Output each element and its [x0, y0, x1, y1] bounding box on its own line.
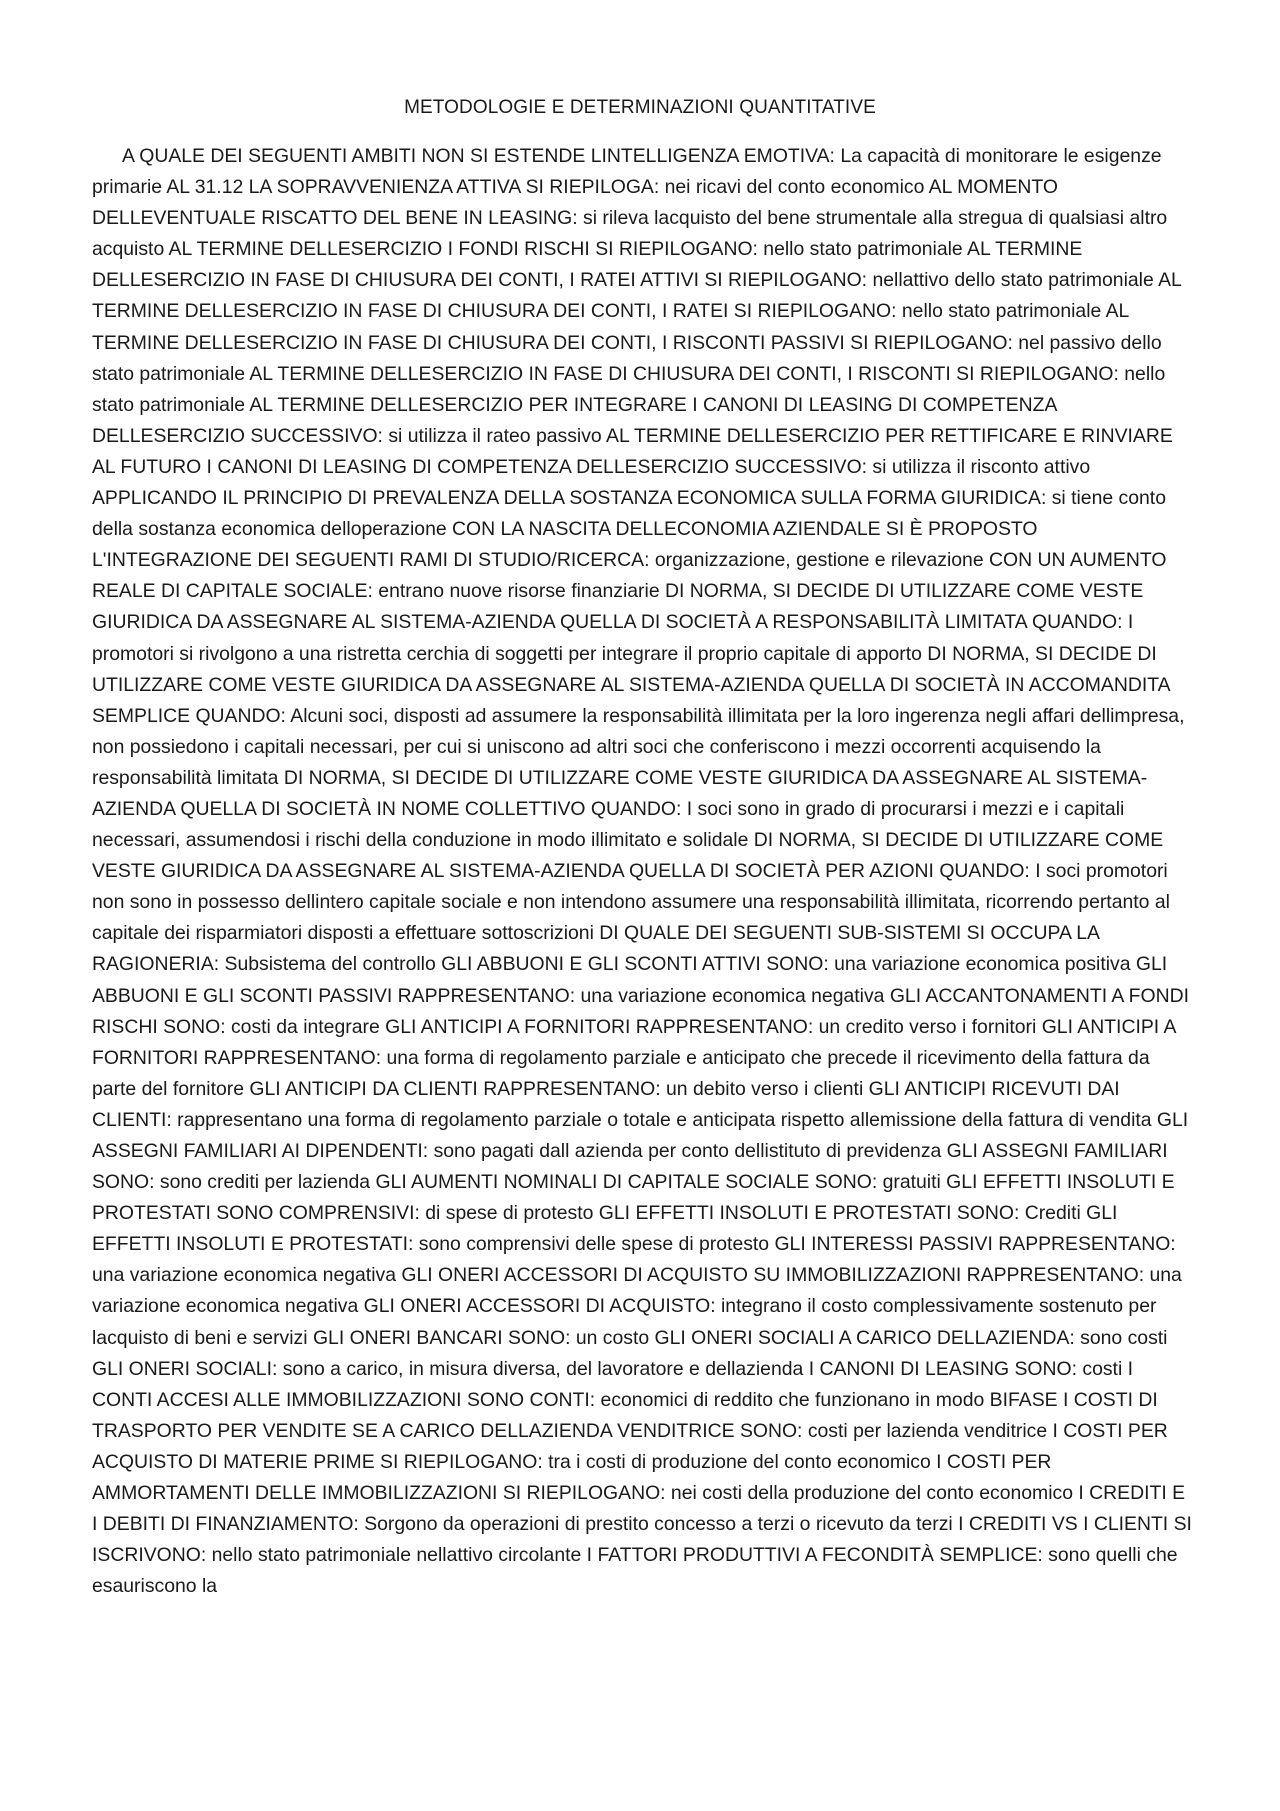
body-paragraph: A QUALE DEI SEGUENTI AMBITI NON SI ESTENDE LINTELLIGENZA EMOTIVA: La capacità di monitorare le esigenze primarie AL 31.12 LA SOPRAVVENIENZA ATTIVA SI RIEPILOGA: nei ricavi del conto economico AL MOMENTO DELLEVENTUALE RISCATTO DEL BENE IN LEASING: si rileva lacquisto del bene strumentale alla stregua di qualsiasi altro acquisto AL TERMINE DELLESERCIZIO I FONDI RISCHI SI RIEPILOGANO: nello stato patrimoniale AL TERMINE DELLESERCIZIO IN FASE DI CHIUSURA DEI CONTI, I RATEI ATTIVI SI RIEPILOGANO: nellattivo dello stato patrimoniale AL TERMINE DELLESERCIZIO IN FASE DI CHIUSURA DEI CONTI, I RATEI SI RIEPILOGANO: nello stato patrimoniale AL TERMINE DELLESERCIZIO IN FASE DI CHIUSURA DEI CONTI, I RISCONTI PASSIVI SI RIEPILOGANO: nel passivo dello stato patrimoniale AL TERMINE DELLESERCIZIO IN FASE DI CHIUSURA DEI CONTI, I RISCONTI SI RIEPILOGANO: nello stato patrimoniale AL TERMINE DELLESERCIZIO PER INTEGRARE I CANONI DI LEASING DI COMPETENZA DELLESERCIZIO SUCCESSIVO: si utilizza il rateo passivo AL TERMINE DELLESERCIZIO PER RETTIFICARE E RINVIARE AL FUTURO I CANONI DI LEASING DI COMPETENZA DELLESERCIZIO SUCCESSIVO: si utilizza il risconto attivo APPLICANDO IL PRINCIPIO DI PREVALENZA DELLA SOSTANZA ECONOMICA SULLA FORMA GIURIDICA: si tiene conto della sostanza economica delloperazione CON LA NASCITA DELLECONOMIA AZIENDALE SI È PROPOSTO L'INTEGRAZIONE DEI SEGUENTI RAMI DI STUDIO/RICERCA: organizzazione, gestione e rilevazione CON UN AUMENTO REALE DI CAPITALE SOCIALE: entrano nuove risorse finanziarie DI NORMA, SI DECIDE DI UTILIZZARE COME VESTE GIURIDICA DA ASSEGNARE AL SISTEMA-AZIENDA QUELLA DI SOCIETÀ A RESPONSABILITÀ LIMITATA QUANDO: I promotori si rivolgono a una ristretta cerchia di soggetti per integrare il proprio capitale di apporto DI NORMA, SI DECIDE DI UTILIZZARE COME VESTE GIURIDICA DA ASSEGNARE AL SISTEMA-AZIENDA QUELLA DI SOCIETÀ IN ACCOMANDITA SEMPLICE QUANDO: Alcuni soci, disposti ad assumere la responsabilità illimitata per la loro ingerenza negli affari dellimpresa, non possiedono i capitali necessari, per cui si uniscono ad altri soci che conferiscono i mezzi occorrenti acquisendo la responsabilità limitata DI NORMA, SI DECIDE DI UTILIZZARE COME VESTE GIURIDICA DA ASSEGNARE AL SISTEMA-AZIENDA QUELLA DI SOCIETÀ IN NOME COLLETTIVO QUANDO: I soci sono in grado di procurarsi i mezzi e i capitali necessari, assumendosi i rischi della conduzione in modo illimitato e solidale DI NORMA, SI DECIDE DI UTILIZZARE COME VESTE GIURIDICA DA ASSEGNARE AL SISTEMA-AZIENDA QUELLA DI SOCIETÀ PER AZIONI QUANDO: I soci promotori non sono in possesso dellintero capitale sociale e non intendono assumere una responsabilità illimitata, ricorrendo pertanto al capitale dei risparmiatori disposti a effettuare sottoscrizioni DI QUALE DEI SEGUENTI SUB-SISTEMI SI OCCUPA LA RAGIONERIA: Subsistema del controllo GLI ABBUONI E GLI SCONTI ATTIVI SONO: una variazione economica positiva GLI ABBUONI E GLI SCONTI PASSIVI RAPPRESENTANO: una variazione economica negativa GLI ACCANTONAMENTI A FONDI RISCHI SONO: costi da integrare GLI ANTICIPI A FORNITORI RAPPRESENTANO: un credito verso i fornitori GLI ANTICIPI A FORNITORI RAPPRESENTANO: una forma di regolamento parziale e anticipato che precede il ricevimento della fattura da parte del fornitore GLI ANTICIPI DA CLIENTI RAPPRESENTANO: un debito verso i clienti GLI ANTICIPI RICEVUTI DAI CLIENTI: rappresentano una forma di regolamento parziale o totale e anticipata rispetto allemissione della fattura di vendita GLI ASSEGNI FAMILIARI AI DIPENDENTI: sono pagati dall azienda per conto dellistituto di previdenza GLI ASSEGNI FAMILIARI SONO: sono crediti per lazienda GLI AUMENTI NOMINALI DI CAPITALE SOCIALE SONO: gratuiti GLI EFFETTI INSOLUTI E PROTESTATI SONO COMPRENSIVI: di spese di protesto GLI EFFETTI INSOLUTI E PROTESTATI SONO: Crediti GLI EFFETTI INSOLUTI E PROTESTATI: sono comprensivi delle spese di protesto GLI INTERESSI PASSIVI RAPPRESENTANO: una variazione economica negativa GLI ONERI ACCESSORI DI ACQUISTO SU IMMOBILIZZAZIONI RAPPRESENTANO: una variazione economica negativa GLI ONERI ACCESSORI DI ACQUISTO: integrano il costo complessivamente sostenuto per lacquisto di beni e servizi GLI ONERI BANCARI SONO: un costo GLI ONERI SOCIALI A CARICO DELLAZIENDA: sono costi GLI ONERI SOCIALI: sono a carico, in misura diversa, del lavoratore e dellazienda I CANONI DI LEASING SONO: costi I CONTI ACCESI ALLE IMMOBILIZZAZIONI SONO CONTI: economici di reddito che funzionano in modo BIFASE I COSTI DI TRASPORTO PER VENDITE SE A CARICO DELLAZIENDA VENDITRICE SONO: costi per lazienda venditrice I COSTI PER ACQUISTO DI MATERIE PRIME SI RIEPILOGANO: tra i costi di produzione del conto economico I COSTI PER AMMORTAMENTI DELLE IMMOBILIZZAZIONI SI RIEPILOGANO: nei costi della produzione del conto economico I CREDITI E I DEBITI DI FINANZIAMENTO: Sorgono da operazioni di prestito concesso a terzi o ricevuto da terzi I CREDITI VS I CLIENTI SI ISCRIVONO: nello stato patrimoniale nellattivo circolante I FATTORI PRODUTTIVI A FECONDITÀ SEMPLICE: sono quelli che esauriscono la [92, 145, 1192, 1598]
page-title: METODOLOGIE E DETERMINAZIONI QUANTITATIVE [404, 97, 876, 118]
